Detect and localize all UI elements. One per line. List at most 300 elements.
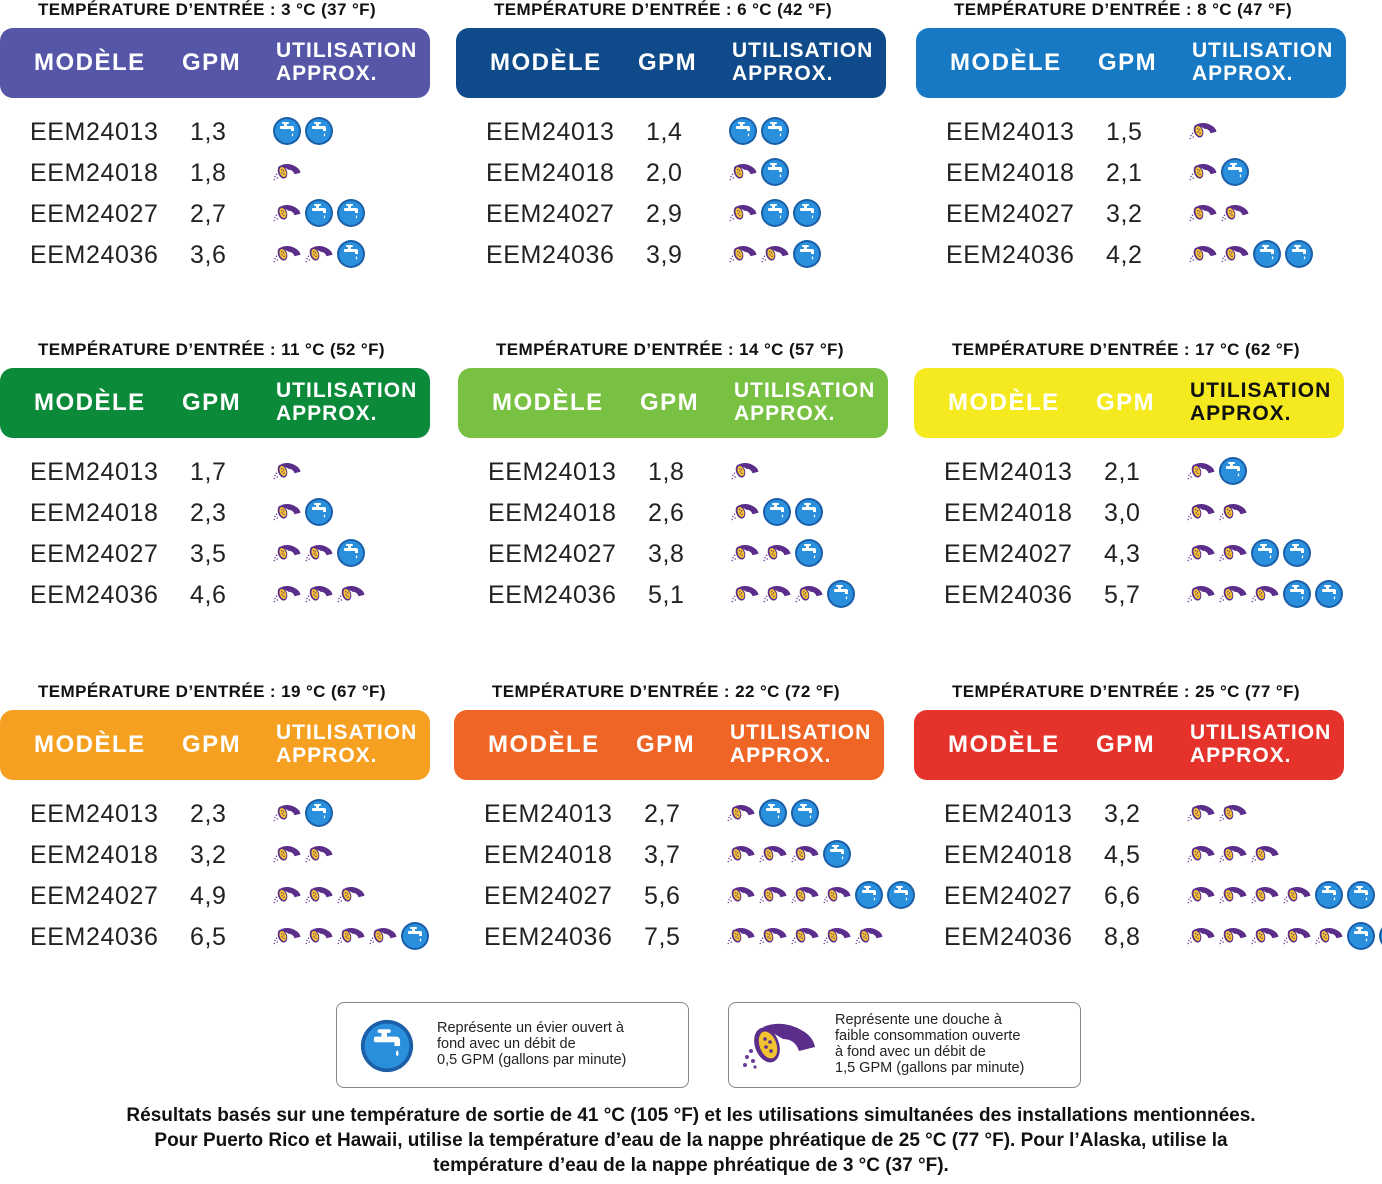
- shower-head-icon: [304, 239, 334, 269]
- header-model: MODÈLE: [948, 731, 1060, 758]
- header-gpm: GPM: [638, 49, 698, 76]
- gpm-cell: 1,4: [646, 118, 683, 146]
- gpm-cell: 4,6: [190, 581, 227, 609]
- table-body: [458, 454, 898, 618]
- shower-head-icon: [1188, 239, 1218, 269]
- table-row: [914, 837, 1354, 878]
- header-gpm: GPM: [182, 389, 242, 416]
- sink-faucet-icon: [304, 198, 334, 228]
- header-usage: [730, 721, 871, 767]
- usage-icons: [1188, 116, 1220, 146]
- shower-head-icon: [1218, 798, 1248, 828]
- sink-faucet-icon: [1314, 579, 1344, 609]
- gpm-cell: 3,2: [1104, 800, 1141, 828]
- table-row: [454, 796, 894, 837]
- sink-faucet-icon: [272, 116, 302, 146]
- model-cell: EEM24018: [944, 499, 1073, 527]
- header-gpm: GPM: [182, 49, 242, 76]
- sink-faucet-icon: [728, 116, 758, 146]
- shower-head-icon: [726, 880, 756, 910]
- table-row: [916, 114, 1356, 155]
- shower-head-icon: [822, 880, 852, 910]
- gpm-cell: 2,7: [190, 200, 227, 228]
- table-row: [458, 536, 898, 577]
- header-usage: [732, 39, 873, 85]
- table-title: TEMPÉRATURE D’ENTRÉE : 11 °C (52 °F): [38, 340, 385, 359]
- table-row: [0, 919, 440, 960]
- table-row: [0, 155, 440, 196]
- usage-icons: [726, 839, 854, 869]
- shower-head-icon: [1282, 921, 1312, 951]
- header-usage-line-2: APPROX.: [732, 62, 834, 85]
- usage-icons: [272, 157, 304, 187]
- shower-head-icon: [1250, 839, 1280, 869]
- header-usage: [1190, 379, 1331, 425]
- model-cell: EEM24018: [486, 159, 615, 187]
- model-cell: EEM24027: [484, 882, 613, 910]
- sink-faucet-icon: [304, 116, 334, 146]
- sink-faucet-icon: [794, 538, 824, 568]
- shower-head-icon: [1250, 579, 1280, 609]
- sink-faucet-icon: [792, 239, 822, 269]
- table-body: [0, 454, 440, 618]
- table-row: [0, 114, 440, 155]
- sink-faucet-icon: [1220, 157, 1250, 187]
- table-row: [916, 155, 1356, 196]
- header-gpm: GPM: [1098, 49, 1158, 76]
- model-cell: EEM24027: [486, 200, 615, 228]
- usage-icons: [272, 456, 304, 486]
- table-header: [0, 28, 430, 98]
- model-cell: EEM24036: [944, 923, 1073, 951]
- shower-head-icon: [304, 579, 334, 609]
- sink-faucet-icon: [1314, 880, 1344, 910]
- usage-icons: [1186, 921, 1382, 951]
- shower-head-icon: [1314, 921, 1344, 951]
- shower-head-icon: [1186, 839, 1216, 869]
- model-cell: EEM24036: [486, 241, 615, 269]
- shower-head-icon: [272, 157, 302, 187]
- gpm-cell: 5,1: [648, 581, 685, 609]
- sink-faucet-icon: [762, 497, 792, 527]
- footnote-line-3: température d’eau de la nappe phréatique de 3 °C (37 °F).: [433, 1155, 949, 1176]
- model-cell: EEM24018: [30, 841, 159, 869]
- sink-faucet-icon: [336, 198, 366, 228]
- shower-head-icon: [794, 579, 824, 609]
- header-usage-line-1: UTILISATION: [276, 721, 418, 744]
- header-model: MODÈLE: [492, 389, 604, 416]
- usage-icons: [272, 198, 368, 228]
- model-cell: EEM24018: [944, 841, 1073, 869]
- header-usage-line-1: UTILISATION: [276, 379, 418, 402]
- usage-icons: [728, 116, 792, 146]
- usage-icons: [272, 579, 368, 609]
- shower-head-icon: [730, 538, 760, 568]
- model-cell: EEM24036: [944, 581, 1073, 609]
- table-row: [456, 237, 896, 278]
- shower-head-icon: [1188, 157, 1218, 187]
- shower-head-icon: [758, 921, 788, 951]
- model-cell: EEM24018: [946, 159, 1075, 187]
- shower-head-icon: [1186, 921, 1216, 951]
- model-cell: EEM24013: [30, 800, 159, 828]
- model-cell: EEM24036: [30, 581, 159, 609]
- sink-faucet-icon: [760, 157, 790, 187]
- header-usage-line-1: UTILISATION: [732, 39, 874, 62]
- gpm-cell: 2,3: [190, 499, 227, 527]
- shower-head-icon: [1218, 921, 1248, 951]
- shower-head-icon: [304, 921, 334, 951]
- model-cell: EEM24027: [488, 540, 617, 568]
- usage-icons: [272, 239, 368, 269]
- table-header: [0, 368, 430, 438]
- gpm-cell: 3,5: [190, 540, 227, 568]
- model-cell: EEM24027: [944, 540, 1073, 568]
- table-body: [0, 796, 440, 960]
- sink-faucet-icon: [304, 497, 334, 527]
- shower-head-icon: [1186, 798, 1216, 828]
- usage-icons: [272, 921, 432, 951]
- sink-faucet-icon: [304, 798, 334, 828]
- model-cell: EEM24036: [484, 923, 613, 951]
- table-row: [458, 495, 898, 536]
- header-usage-line-1: UTILISATION: [1190, 721, 1332, 744]
- shower-head-icon: [726, 921, 756, 951]
- header-usage-line-1: UTILISATION: [276, 39, 418, 62]
- gpm-cell: 6,5: [190, 923, 227, 951]
- shower-head-icon: [1186, 579, 1216, 609]
- legend-shower-text: Représente une douche à faible consommation ouverte à fond avec un débit de 1,5 GPM (gallons par minute): [835, 1012, 1025, 1076]
- header-gpm: GPM: [1096, 731, 1156, 758]
- sink-faucet-icon: [760, 116, 790, 146]
- table-row: [914, 454, 1354, 495]
- table-row: [914, 878, 1354, 919]
- shower-head-icon: [730, 579, 760, 609]
- header-gpm: GPM: [1096, 389, 1156, 416]
- model-cell: EEM24013: [946, 118, 1075, 146]
- gpm-cell: 3,7: [644, 841, 681, 869]
- usage-icons: [1186, 839, 1282, 869]
- table-row: [0, 796, 440, 837]
- shower-head-icon: [758, 839, 788, 869]
- table-row: [914, 796, 1354, 837]
- header-usage-line-1: UTILISATION: [1190, 379, 1332, 402]
- shower-head-icon: [336, 880, 366, 910]
- usage-icons: [726, 921, 886, 951]
- gpm-cell: 2,1: [1106, 159, 1143, 187]
- usage-icons: [1186, 798, 1250, 828]
- header-usage-line-2: APPROX.: [276, 402, 378, 425]
- legend-sink-text: Représente un évier ouvert à fond avec un débit de 0,5 GPM (gallons par minute): [437, 1020, 627, 1068]
- header-usage-line-2: APPROX.: [1190, 744, 1292, 767]
- usage-icons: [726, 880, 918, 910]
- usage-icons: [272, 497, 336, 527]
- model-cell: EEM24013: [30, 458, 159, 486]
- header-usage: [276, 39, 417, 85]
- sink-faucet-icon: [359, 1018, 415, 1074]
- table-row: [458, 577, 898, 618]
- gpm-cell: 2,3: [190, 800, 227, 828]
- table-row: [0, 837, 440, 878]
- model-cell: EEM24027: [30, 540, 159, 568]
- table-title: TEMPÉRATURE D’ENTRÉE : 25 °C (77 °F): [952, 682, 1300, 701]
- shower-head-icon: [1186, 497, 1216, 527]
- shower-head-icon: [1220, 198, 1250, 228]
- model-cell: EEM24018: [30, 499, 159, 527]
- table-row: [0, 495, 440, 536]
- table-body: [916, 114, 1356, 278]
- gpm-cell: 2,1: [1104, 458, 1141, 486]
- usage-icons: [728, 157, 792, 187]
- header-model: MODÈLE: [948, 389, 1060, 416]
- gpm-cell: 5,6: [644, 882, 681, 910]
- table-row: [0, 454, 440, 495]
- header-usage: [734, 379, 875, 425]
- usage-icons: [272, 880, 368, 910]
- shower-head-icon: [739, 1015, 819, 1075]
- usage-icons: [1186, 538, 1314, 568]
- shower-head-icon: [728, 239, 758, 269]
- header-usage-line-2: APPROX.: [1190, 402, 1292, 425]
- model-cell: EEM24027: [944, 882, 1073, 910]
- table-body: [914, 796, 1354, 960]
- table-row: [456, 196, 896, 237]
- shower-head-icon: [272, 456, 302, 486]
- header-usage-line-2: APPROX.: [276, 744, 378, 767]
- header-usage-line-2: APPROX.: [730, 744, 832, 767]
- gpm-cell: 1,7: [190, 458, 227, 486]
- table-row: [914, 919, 1354, 960]
- usage-icons: [1186, 579, 1346, 609]
- footnote-line-1: Résultats basés sur une température de sortie de 41 °C (105 °F) et les utilisations simultanées des installations mentionnées.: [126, 1105, 1256, 1126]
- gpm-cell: 4,9: [190, 882, 227, 910]
- shower-head-icon: [1186, 880, 1216, 910]
- shower-head-icon: [272, 239, 302, 269]
- sink-faucet-icon: [826, 579, 856, 609]
- shower-head-icon: [762, 538, 792, 568]
- usage-icons: [1188, 239, 1316, 269]
- model-cell: EEM24018: [484, 841, 613, 869]
- shower-head-icon: [368, 921, 398, 951]
- gpm-cell: 7,5: [644, 923, 681, 951]
- usage-icons: [728, 239, 824, 269]
- gpm-cell: 2,7: [644, 800, 681, 828]
- table-title: TEMPÉRATURE D’ENTRÉE : 3 °C (37 °F): [38, 0, 377, 19]
- shower-head-icon: [728, 198, 758, 228]
- table-header: [458, 368, 888, 438]
- usage-icons: [730, 538, 826, 568]
- table-row: [454, 878, 894, 919]
- gpm-cell: 3,2: [1106, 200, 1143, 228]
- table-row: [914, 536, 1354, 577]
- shower-head-icon: [790, 880, 820, 910]
- shower-head-icon: [1186, 538, 1216, 568]
- table-title: TEMPÉRATURE D’ENTRÉE : 19 °C (67 °F): [38, 682, 386, 701]
- table-row: [914, 577, 1354, 618]
- shower-head-icon: [336, 921, 366, 951]
- usage-icons: [726, 798, 822, 828]
- table-header: [454, 710, 884, 780]
- usage-icons: [272, 538, 368, 568]
- table-header: [0, 710, 430, 780]
- shower-head-icon: [1188, 116, 1218, 146]
- shower-head-icon: [822, 921, 852, 951]
- shower-head-icon: [1218, 579, 1248, 609]
- usage-icons: [728, 198, 824, 228]
- gpm-cell: 1,8: [190, 159, 227, 187]
- sink-faucet-icon: [1250, 538, 1280, 568]
- gpm-cell: 3,2: [190, 841, 227, 869]
- table-title: TEMPÉRATURE D’ENTRÉE : 22 °C (72 °F): [492, 682, 840, 701]
- shower-head-icon: [304, 880, 334, 910]
- header-gpm: GPM: [636, 731, 696, 758]
- shower-head-icon: [304, 538, 334, 568]
- usage-icons: [1186, 880, 1378, 910]
- sink-faucet-icon: [336, 239, 366, 269]
- shower-head-icon: [730, 497, 760, 527]
- shower-head-icon: [728, 157, 758, 187]
- sink-faucet-icon: [336, 538, 366, 568]
- sink-faucet-icon: [792, 198, 822, 228]
- shower-head-icon: [790, 921, 820, 951]
- shower-head-icon: [1250, 921, 1280, 951]
- sink-faucet-icon: [758, 798, 788, 828]
- table-body: [0, 114, 440, 278]
- shower-head-icon: [272, 880, 302, 910]
- legend-shower: [728, 1002, 1081, 1088]
- gpm-cell: 5,7: [1104, 581, 1141, 609]
- shower-head-icon: [1282, 880, 1312, 910]
- shower-head-icon: [726, 798, 756, 828]
- gpm-cell: 6,6: [1104, 882, 1141, 910]
- table-title: TEMPÉRATURE D’ENTRÉE : 8 °C (47 °F): [954, 0, 1293, 19]
- header-usage: [1192, 39, 1333, 85]
- table-body: [914, 454, 1354, 618]
- table-title: TEMPÉRATURE D’ENTRÉE : 14 °C (57 °F): [496, 340, 844, 359]
- gpm-cell: 4,5: [1104, 841, 1141, 869]
- header-gpm: GPM: [640, 389, 700, 416]
- table-row: [456, 114, 896, 155]
- sink-faucet-icon: [400, 921, 430, 951]
- model-cell: EEM24013: [484, 800, 613, 828]
- table-row: [916, 237, 1356, 278]
- header-model: MODÈLE: [488, 731, 600, 758]
- shower-head-icon: [272, 538, 302, 568]
- table-row: [0, 577, 440, 618]
- model-cell: EEM24013: [486, 118, 615, 146]
- gpm-cell: 4,3: [1104, 540, 1141, 568]
- shower-head-icon: [336, 579, 366, 609]
- shower-head-icon: [760, 239, 790, 269]
- usage-icons: [272, 798, 336, 828]
- table-row: [916, 196, 1356, 237]
- table-header: [456, 28, 886, 98]
- sink-faucet-icon: [1346, 880, 1376, 910]
- header-usage: [1190, 721, 1331, 767]
- gpm-cell: 3,0: [1104, 499, 1141, 527]
- sink-faucet-icon: [1252, 239, 1282, 269]
- table-row: [456, 155, 896, 196]
- shower-head-icon: [272, 921, 302, 951]
- header-usage: [276, 721, 417, 767]
- gpm-cell: 8,8: [1104, 923, 1141, 951]
- table-header: [916, 28, 1346, 98]
- model-cell: EEM24013: [944, 800, 1073, 828]
- table-row: [458, 454, 898, 495]
- table-row: [914, 495, 1354, 536]
- table-row: [454, 837, 894, 878]
- sink-faucet-icon: [1282, 538, 1312, 568]
- shower-head-icon: [1250, 880, 1280, 910]
- model-cell: EEM24036: [30, 241, 159, 269]
- table-row: [0, 196, 440, 237]
- gpm-cell: 2,0: [646, 159, 683, 187]
- gpm-cell: 1,8: [648, 458, 685, 486]
- gpm-cell: 3,9: [646, 241, 683, 269]
- shower-head-icon: [272, 497, 302, 527]
- shower-head-icon: [1218, 497, 1248, 527]
- header-usage-line-2: APPROX.: [276, 62, 378, 85]
- gpm-cell: 3,8: [648, 540, 685, 568]
- header-model: MODÈLE: [34, 49, 146, 76]
- sink-faucet-icon: [1346, 921, 1376, 951]
- shower-head-icon: [730, 456, 760, 486]
- model-cell: EEM24018: [30, 159, 159, 187]
- gpm-cell: 1,5: [1106, 118, 1143, 146]
- header-usage: [276, 379, 417, 425]
- model-cell: EEM24027: [30, 200, 159, 228]
- shower-head-icon: [272, 798, 302, 828]
- sink-faucet-icon: [760, 198, 790, 228]
- shower-head-icon: [854, 921, 884, 951]
- shower-head-icon: [272, 839, 302, 869]
- shower-head-icon: [272, 579, 302, 609]
- shower-head-icon: [790, 839, 820, 869]
- shower-head-icon: [272, 198, 302, 228]
- header-model: MODÈLE: [34, 389, 146, 416]
- table-row: [454, 919, 894, 960]
- shower-head-icon: [1186, 456, 1216, 486]
- sink-faucet-icon: [790, 798, 820, 828]
- table-body: [454, 796, 894, 960]
- sink-faucet-icon: [1218, 456, 1248, 486]
- footnote-line-2: Pour Puerto Rico et Hawaii, utilise la température d’eau de la nappe phréatique de 25 °C (77 °F). Pour l’Alaska, utilise la: [154, 1130, 1228, 1151]
- sink-faucet-icon: [794, 497, 824, 527]
- table-row: [0, 536, 440, 577]
- footnote: [0, 1103, 1382, 1178]
- sink-faucet-icon: [1282, 579, 1312, 609]
- table-header: [914, 368, 1344, 438]
- table-body: [456, 114, 896, 278]
- shower-head-icon: [1188, 198, 1218, 228]
- model-cell: EEM24013: [944, 458, 1073, 486]
- shower-head-icon: [762, 579, 792, 609]
- table-header: [914, 710, 1344, 780]
- usage-icons: [272, 116, 336, 146]
- model-cell: EEM24027: [30, 882, 159, 910]
- table-title: TEMPÉRATURE D’ENTRÉE : 17 °C (62 °F): [952, 340, 1300, 359]
- header-usage-line-1: UTILISATION: [734, 379, 876, 402]
- model-cell: EEM24027: [946, 200, 1075, 228]
- usage-icons: [730, 579, 858, 609]
- header-usage-line-1: UTILISATION: [1192, 39, 1334, 62]
- usage-icons: [1186, 456, 1250, 486]
- gpm-cell: 3,6: [190, 241, 227, 269]
- usage-icons: [272, 839, 336, 869]
- header-model: MODÈLE: [490, 49, 602, 76]
- shower-head-icon: [304, 839, 334, 869]
- model-cell: EEM24036: [30, 923, 159, 951]
